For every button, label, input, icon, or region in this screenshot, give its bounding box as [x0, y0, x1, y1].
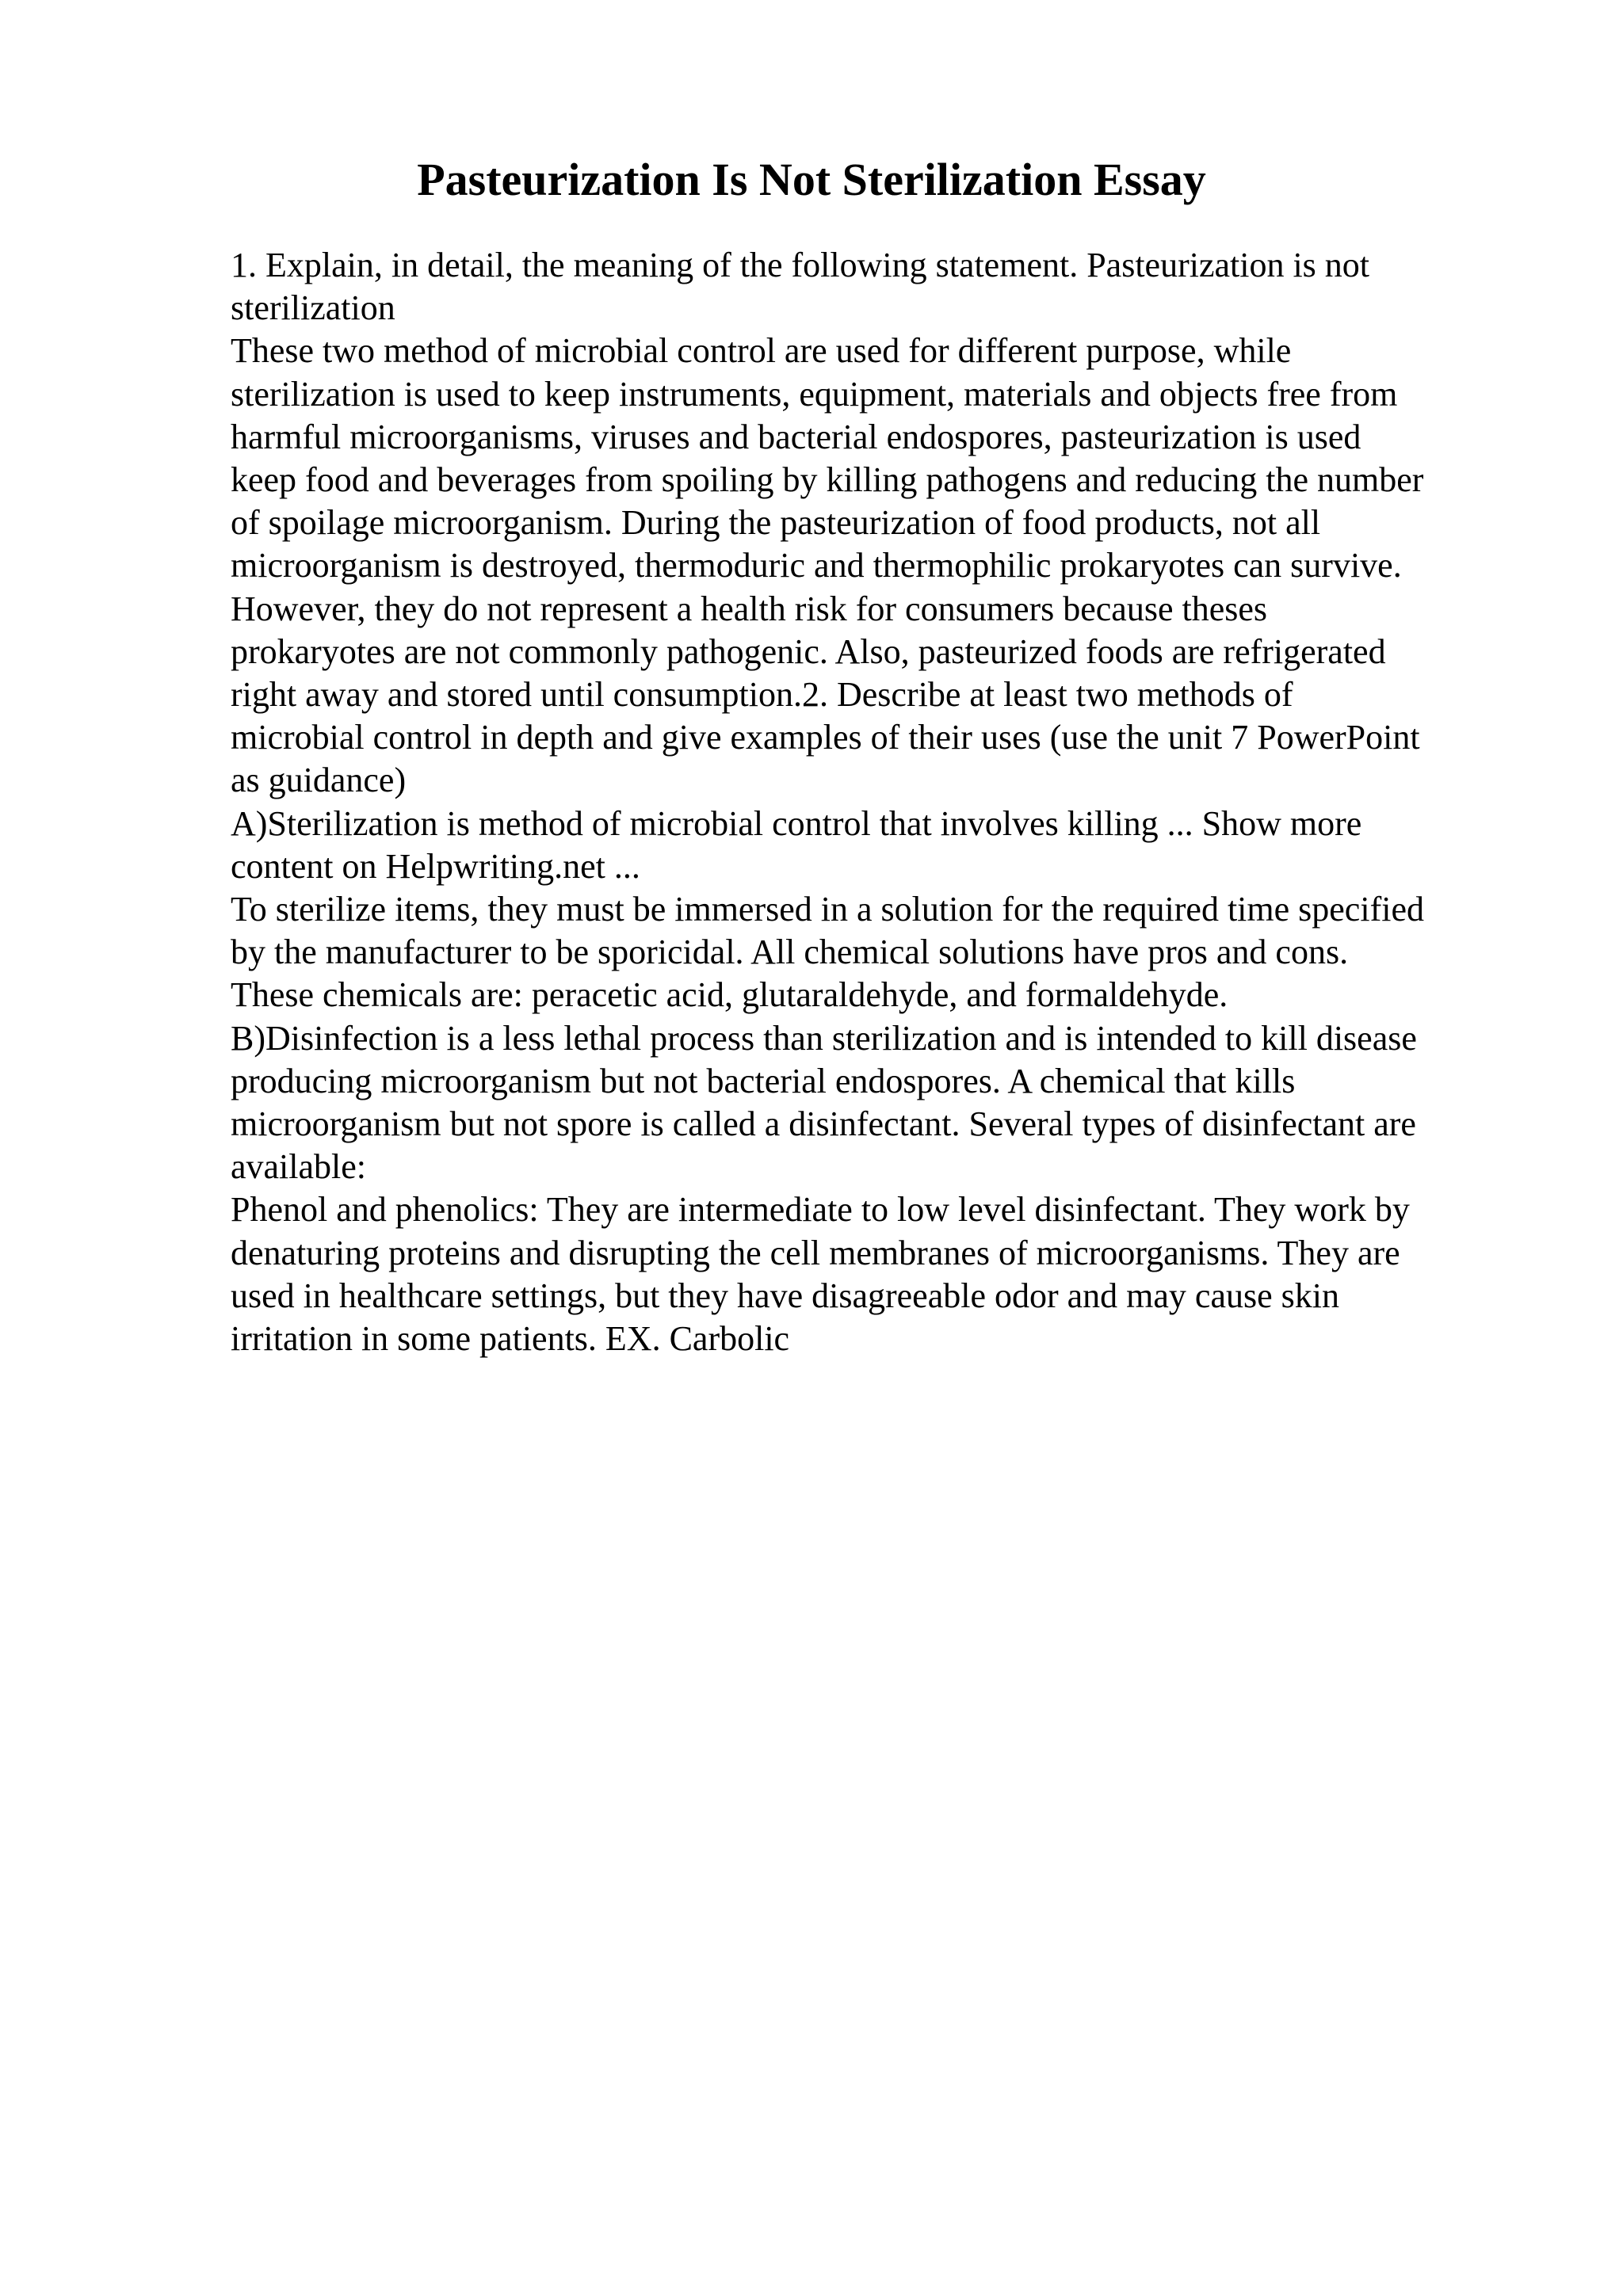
text-line: microorganism is destroyed, thermoduric and thermophilic prokaryotes can survive. [231, 546, 1402, 585]
document-title: Pasteurization Is Not Sterilization Essay [417, 154, 1206, 205]
text-line: sterilization is used to keep instruments, equipment, materials and objects free from [231, 374, 1398, 414]
text-line: These two method of microbial control are used for different purpose, while [231, 331, 1292, 371]
text-line: right away and stored until consumption.2. Describe at least two methods of [231, 675, 1293, 715]
text-line: sterilization [231, 288, 395, 328]
text-line: prokaryotes are not commonly pathogenic. Also, pasteurized foods are refrigerated [231, 631, 1386, 671]
text-line: Phenol and phenolics: They are intermediate to low level disinfectant. They work by [231, 1190, 1410, 1230]
text-line: irritation in some patients. EX. Carbolic [231, 1319, 790, 1359]
text-line: B)Disinfection is a less lethal process than sterilization and is intended to kill disease [231, 1018, 1417, 1058]
text-line: microbial control in depth and give examples of their uses (use the unit 7 PowerPoint [231, 718, 1420, 757]
document-body [231, 244, 1514, 1360]
text-line: microorganism but not spore is called a disinfectant. Several types of disinfectant are [231, 1104, 1416, 1144]
text-line: by the manufacturer to be sporicidal. All chemical solutions have pros and cons. [231, 933, 1349, 972]
text-line: keep food and beverages from spoiling by killing pathogens and reducing the number [231, 460, 1424, 500]
text-line: These chemicals are: peracetic acid, glutaraldehyde, and formaldehyde. [231, 975, 1228, 1015]
text-line: content on Helpwriting.net ... [231, 846, 640, 886]
text-line: To sterilize items, they must be immersed in a solution for the required time specified [231, 890, 1424, 929]
text-line: available: [231, 1147, 367, 1187]
text-line: producing microorganism but not bacterial endospores. A chemical that kills [231, 1061, 1296, 1100]
text-line: denaturing proteins and disrupting the cell membranes of microorganisms. They are [231, 1233, 1400, 1272]
text-line: harmful microorganisms, viruses and bacterial endospores, pasteurization is used [231, 417, 1361, 456]
text-line: 1. Explain, in detail, the meaning of the following statement. Pasteurization is not [231, 246, 1370, 284]
text-line: of spoilage microorganism. During the pasteurization of food products, not all [231, 503, 1321, 543]
text-line: However, they do not represent a health risk for consumers because theses [231, 589, 1268, 628]
text-line: A)Sterilization is method of microbial control that involves killing ... Show more [231, 803, 1362, 843]
text-line: used in healthcare settings, but they have disagreeable odor and may cause skin [231, 1276, 1339, 1315]
text-line: as guidance) [231, 761, 407, 800]
